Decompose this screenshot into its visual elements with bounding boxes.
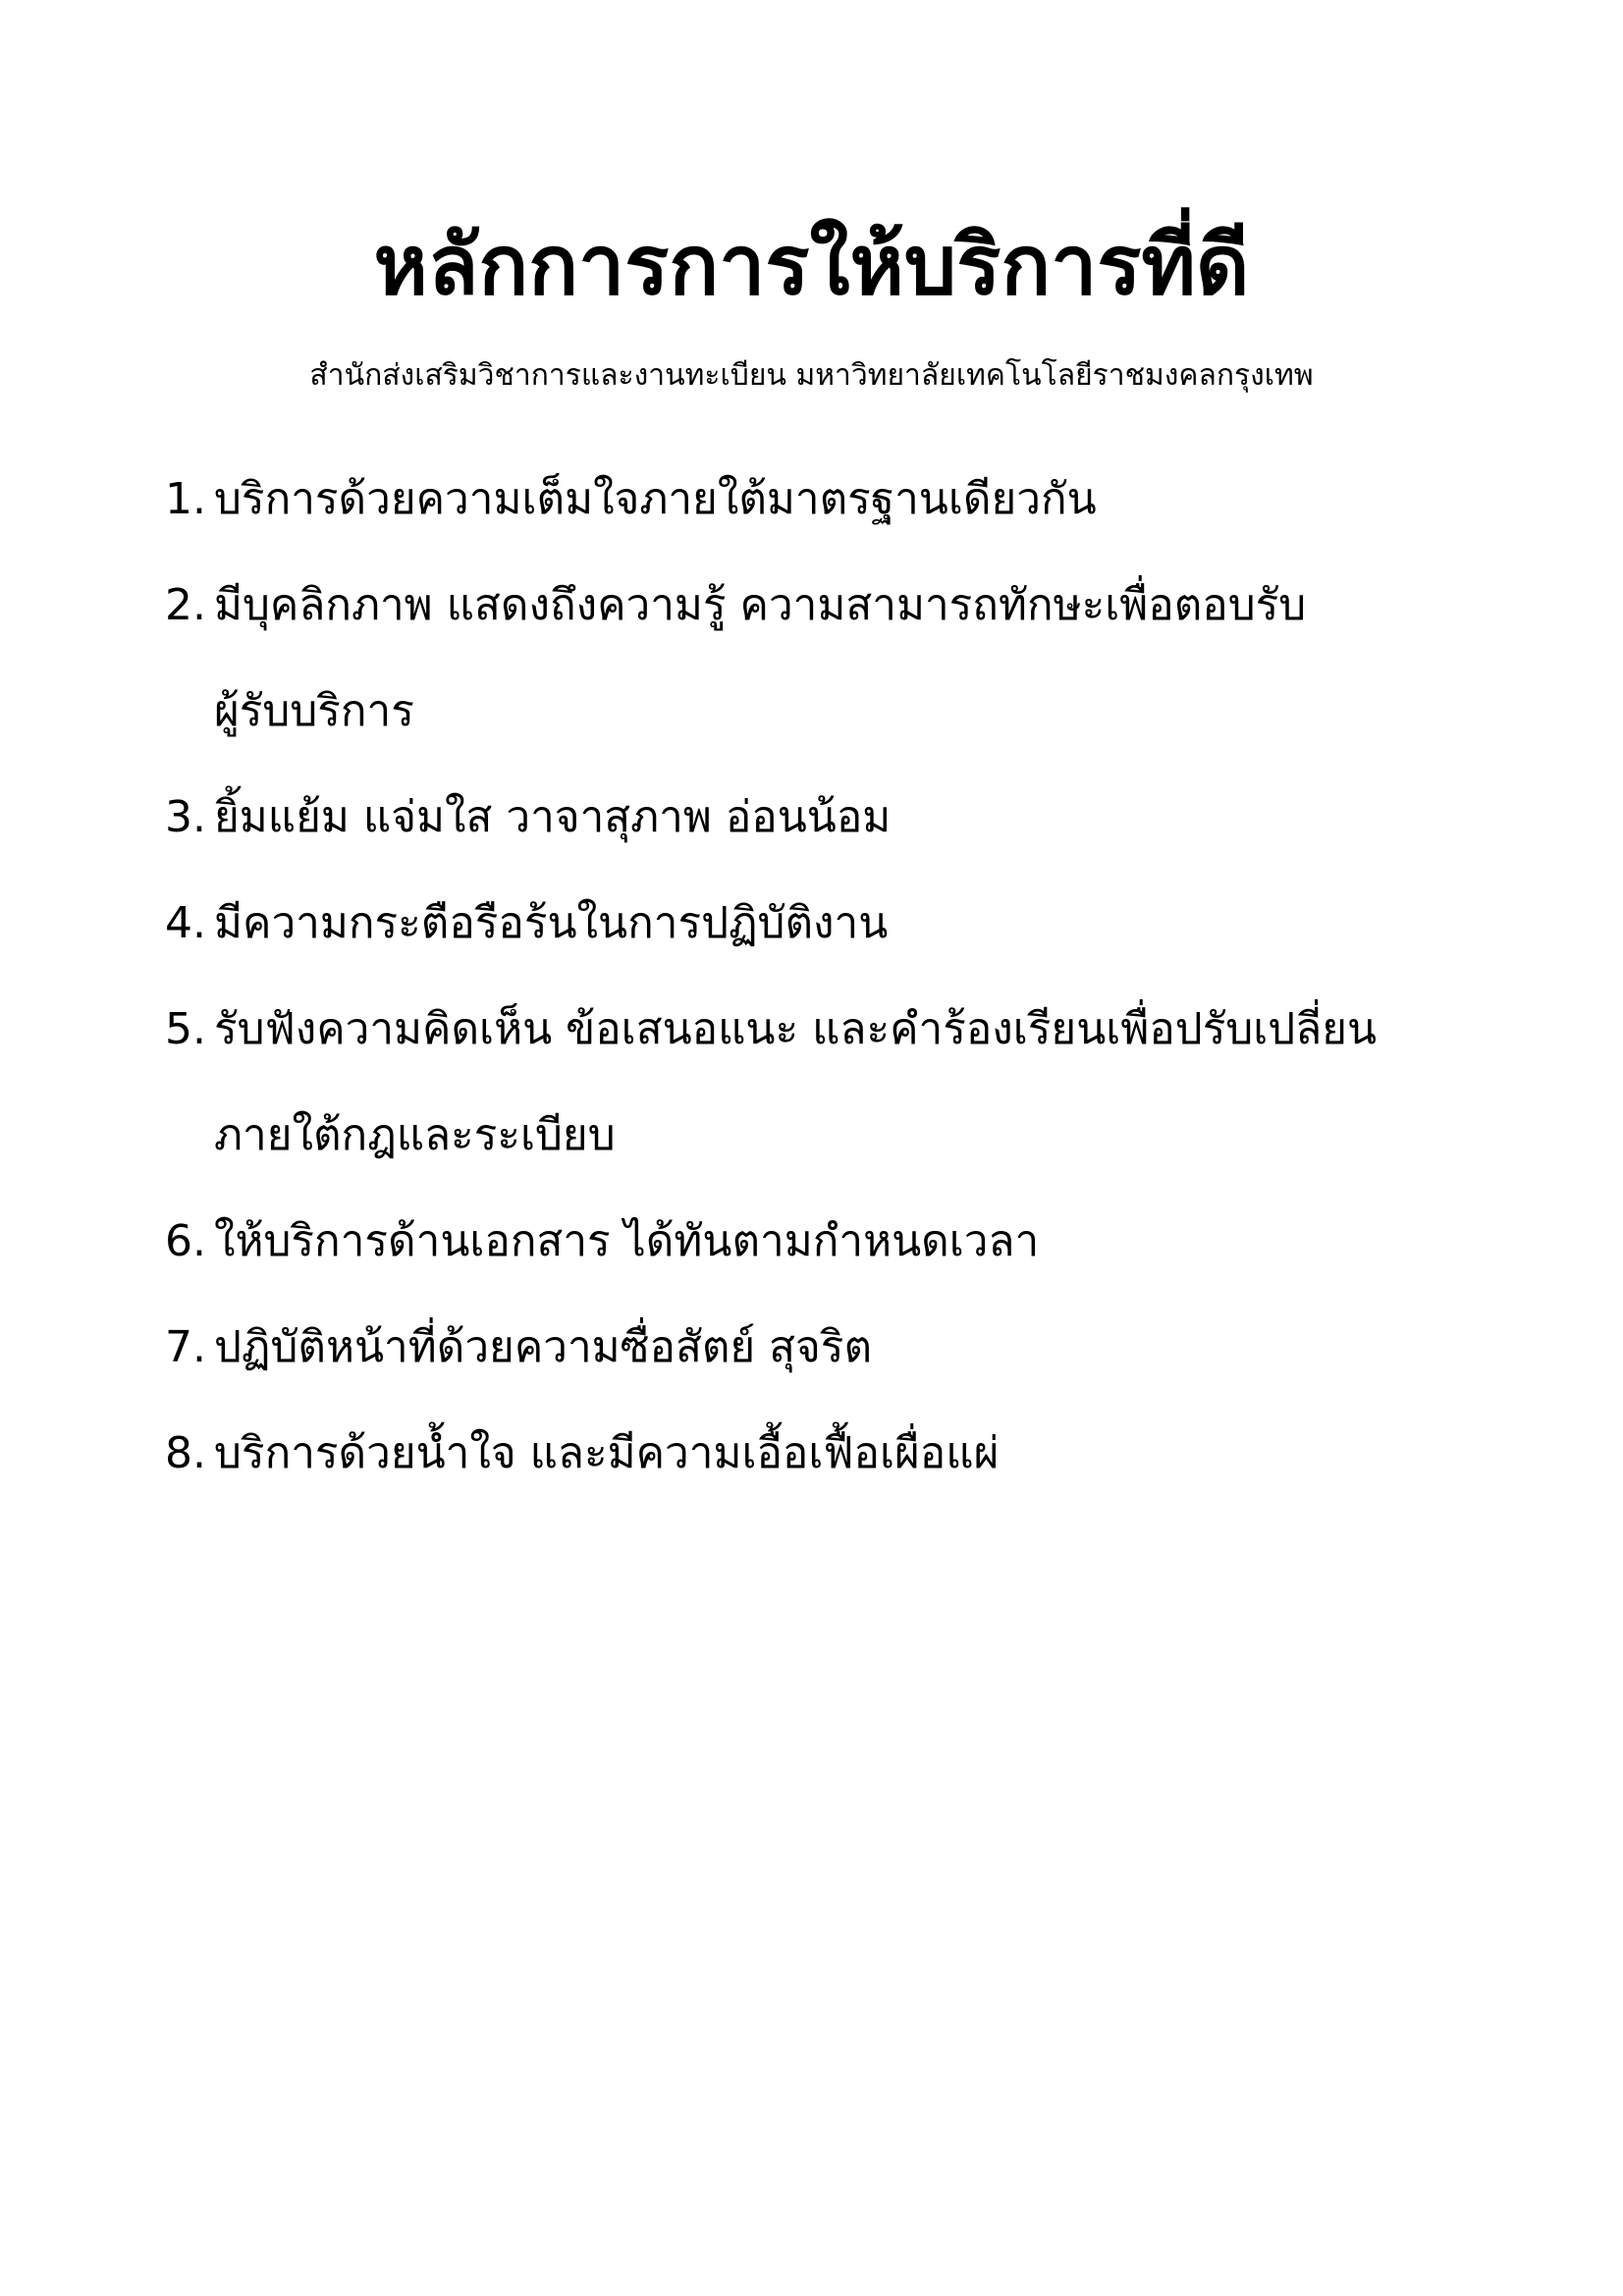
item-text: รับฟังความคิดเห็น ข้อเสนอแนะ และคำร้องเรียนเพื่อปรับเปลี่ยน [214, 1004, 1378, 1054]
item-number: 8. [165, 1428, 206, 1478]
document-title: หลักการการให้บริการที่ดี [373, 217, 1250, 313]
item-text: มีความกระตือรือร้นในการปฏิบัติงาน [214, 898, 889, 948]
item-text: ให้บริการด้านเอกสาร ได้ทันตามกำหนดเวลา [214, 1216, 1040, 1266]
list-item [165, 553, 1540, 765]
item-text-continuation: ภายใต้กฎและระเบียบ [214, 1110, 616, 1160]
item-text: ปฏิบัติหน้าที่ด้วยความซื่อสัตย์ สุจริต [214, 1322, 873, 1372]
item-number: 2. [165, 580, 206, 630]
list-item [165, 1189, 1540, 1295]
document-subtitle: สำนักส่งเสริมวิชาการและงานทะเบียน มหาวิทยาลัยเทคโนโลยีราชมงคลกรุงเทพ [309, 358, 1314, 393]
list-item [165, 1401, 1540, 1507]
item-text-continuation: ผู้รับบริการ [214, 686, 414, 736]
item-number: 6. [165, 1216, 206, 1266]
item-number: 5. [165, 1004, 206, 1054]
list-item [165, 1295, 1540, 1401]
list-item [165, 447, 1540, 553]
item-text: บริการด้วยความเต็มใจภายใต้มาตรฐานเดียวกัน [214, 474, 1097, 524]
service-principles-list [165, 447, 1540, 1507]
item-number: 7. [165, 1322, 206, 1372]
list-item [165, 765, 1540, 871]
item-number: 1. [165, 474, 206, 524]
list-item [165, 977, 1540, 1189]
item-text: ยิ้มแย้ม แจ่มใส วาจาสุภาพ อ่อนน้อม [214, 792, 892, 842]
item-number: 4. [165, 898, 206, 948]
list-item [165, 871, 1540, 977]
item-number: 3. [165, 792, 206, 842]
item-text: มีบุคลิกภาพ แสดงถึงความรู้ ความสามารถทักษะเพื่อตอบรับ [214, 580, 1307, 630]
item-text: บริการด้วยน้ำใจ และมีความเอื้อเฟื้อเผื่อแผ่ [214, 1428, 1000, 1478]
